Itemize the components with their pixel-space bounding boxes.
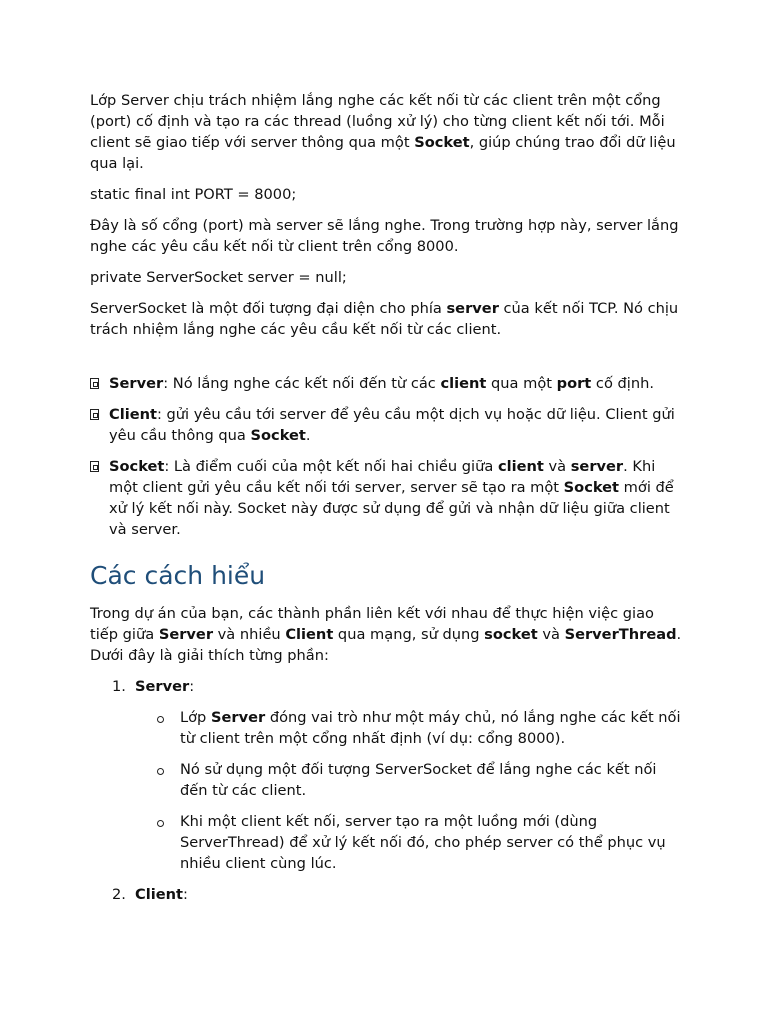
text-run: :	[182, 886, 188, 903]
bold-socket: Socket	[414, 134, 470, 151]
bold-term: Server	[109, 375, 164, 392]
missing-glyph-icon	[90, 409, 99, 420]
text-run: qua một	[486, 375, 557, 392]
text-run: Khi một client kết nối, server tạo ra một luồng mới (dùng ServerThread) để xử lý kết nối đó, cho phép server có thể phục vụ nhiều client cùng lúc.	[180, 813, 666, 872]
text-run: cố định.	[591, 375, 654, 392]
bold-term: client	[497, 458, 544, 475]
bold-term: client	[440, 375, 487, 392]
intro-paragraph-3	[90, 298, 684, 340]
bold-server: server	[446, 300, 499, 317]
circle-bullet-icon	[157, 768, 164, 775]
document-body	[90, 90, 684, 915]
list-number: 1.	[112, 678, 126, 695]
bold-term: Socket	[250, 427, 306, 444]
text-run: ServerSocket là một đối tượng đại diện cho phía	[90, 300, 447, 317]
bold-term: Client	[285, 626, 334, 643]
list-item-client	[90, 884, 684, 905]
list-item-server	[90, 676, 684, 874]
text-run: . Khi một client gửi yêu cầu kết nối tới server, server sẽ tạo ra một	[109, 458, 656, 496]
text-run: , giúp chúng trao đổi dữ liệu qua lại.	[90, 134, 676, 172]
section-heading: Các cách hiểu	[90, 561, 266, 590]
bold-term: Socket	[563, 479, 620, 496]
text-run: : Nó lắng nghe các kết nối đến từ các	[163, 375, 441, 392]
bold-term: Socket	[109, 458, 165, 475]
text-run: Trong dự án của bạn, các thành phần liên kết với nhau để thực hiện việc giao tiếp giữa	[90, 605, 654, 643]
bold-term: Client	[109, 406, 157, 423]
missing-glyph-icon	[90, 461, 99, 472]
sub-list-item	[135, 759, 684, 801]
bold-term: ServerThread	[564, 626, 677, 643]
bold-term: Server	[210, 709, 266, 726]
text-run: qua mạng, sử dụng	[333, 626, 485, 643]
list-number: 2.	[112, 886, 126, 903]
text-run: và	[537, 626, 565, 643]
text-run: và nhiều	[213, 626, 286, 643]
bullet-socket	[90, 456, 684, 540]
circle-bullet-icon	[157, 820, 164, 827]
sub-list	[135, 707, 684, 874]
text-run: :	[189, 678, 195, 695]
bold-term: Server	[158, 626, 214, 643]
code-line-port: static final int PORT = 8000;	[90, 186, 297, 203]
bullet-client	[90, 404, 684, 446]
text-run: .	[305, 427, 311, 444]
sub-list-item	[135, 707, 684, 749]
text-run: Lớp	[180, 709, 211, 726]
text-run: . Dưới đây là giải thích từng phần:	[90, 626, 682, 664]
text-run: của kết nối TCP. Nó chịu trách nhiệm lắng nghe các yêu cầu kết nối từ các client.	[90, 300, 679, 338]
summary-paragraph	[90, 603, 684, 666]
text-run: đóng vai trò như một máy chủ, nó lắng nghe các kết nối từ client trên một cổng nhất định (ví dụ: cổng 8000).	[180, 709, 681, 747]
text-run: : gửi yêu cầu tới server để yêu cầu một dịch vụ hoặc dữ liệu. Client gửi yêu cầu thông qua	[109, 406, 675, 444]
bold-term: port	[556, 375, 592, 392]
text-run: mới để xử lý kết nối này. Socket này được sử dụng để gửi và nhận dữ liệu giữa client và server.	[109, 479, 674, 538]
list-item-title: Client	[135, 886, 183, 903]
list-item-title: Server	[135, 678, 190, 695]
text-run: Lớp Server chịu trách nhiệm lắng nghe các kết nối từ các client trên một cổng (port) cố định và tạo ra các thread (luồng xử lý) cho từng client kết nối tới. Mỗi client sẽ giao tiếp với server thông qua một	[90, 92, 665, 151]
text-run: và	[543, 458, 571, 475]
text-run: : Là điểm cuối của một kết nối hai chiều giữa	[164, 458, 498, 475]
bold-term: server	[570, 458, 624, 475]
numbered-list	[90, 676, 684, 905]
circle-bullet-icon	[157, 716, 164, 723]
intro-paragraph-2: Đây là số cổng (port) mà server sẽ lắng nghe. Trong trường hợp này, server lắng nghe các yêu cầu kết nối từ client trên cổng 8000.	[90, 217, 679, 255]
bullet-server	[90, 373, 684, 394]
code-line-server-socket: private ServerSocket server = null;	[90, 269, 347, 286]
missing-glyph-icon	[90, 378, 99, 389]
sub-list-item	[135, 811, 684, 874]
intro-paragraph-1	[90, 90, 684, 174]
text-run: Nó sử dụng một đối tượng ServerSocket để lắng nghe các kết nối đến từ các client.	[180, 761, 657, 799]
bold-term: socket	[484, 626, 538, 643]
